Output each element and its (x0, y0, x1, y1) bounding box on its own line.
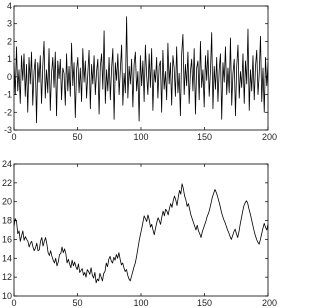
x-tick-label: 50 (72, 298, 83, 308)
y-tick-label: 2 (6, 36, 12, 47)
y-tick-label: 10 (1, 291, 12, 301)
bottom-chart (2, 159, 277, 308)
y-tick-label: 22 (1, 177, 12, 188)
series-line (14, 184, 268, 283)
y-tick-label: -3 (3, 125, 12, 135)
x-tick-label: 50 (72, 132, 83, 142)
y-tick-label: 14 (1, 253, 12, 264)
x-tick-label: 200 (262, 132, 278, 142)
x-tick-label: 200 (262, 298, 278, 308)
x-tick-label: 0 (11, 298, 17, 308)
y-tick-label: 16 (1, 234, 12, 245)
y-tick-label: 0 (6, 71, 12, 82)
x-tick-label: 150 (196, 298, 213, 308)
x-tick-label: 150 (196, 132, 213, 142)
y-tick-label: 18 (1, 215, 12, 226)
y-tick-label: 3 (6, 18, 12, 29)
y-tick-label: 4 (6, 1, 12, 11)
y-tick-label: 1 (6, 54, 12, 65)
x-tick-label: 100 (133, 298, 149, 308)
y-tick-label: 20 (1, 196, 12, 207)
y-tick-label: 12 (1, 272, 12, 283)
top-chart (4, 1, 277, 142)
x-tick-label: 0 (11, 132, 17, 142)
y-tick-label: 24 (1, 159, 12, 169)
series-line (14, 17, 268, 123)
x-tick-label: 100 (133, 132, 149, 142)
plot-frame (14, 164, 268, 296)
y-tick-label: -1 (3, 89, 12, 100)
y-tick-label: -2 (3, 107, 12, 118)
